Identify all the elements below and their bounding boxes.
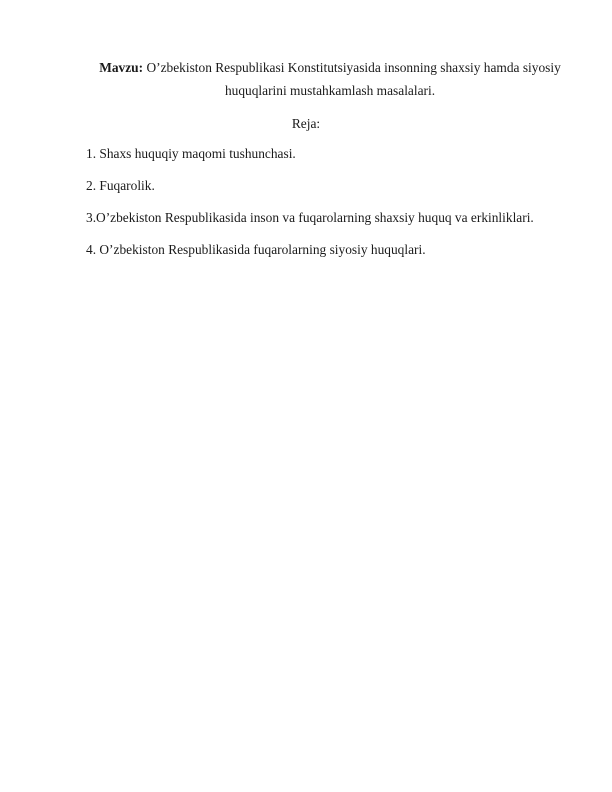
topic-title [84, 56, 576, 102]
topic-text: O’zbekiston Respublikasi Konstitutsiyasida insonning shaxsiy hamda siyosiy huquqlarini mustahkamlash masalalari. [143, 60, 561, 98]
plan-item-4: 4. O’zbekiston Respublikasida fuqarolarning siyosiy huquqlari. [86, 242, 426, 257]
plan-item-2: 2. Fuqarolik. [86, 178, 155, 193]
topic-label: Mavzu: [99, 60, 144, 75]
plan-item-3: 3.O’zbekiston Respublikasida inson va fuqarolarning shaxsiy huquq va erkinliklari. [86, 210, 534, 225]
plan-heading: Reja: [291, 116, 321, 131]
plan-item-1: 1. Shaxs huquqiy maqomi tushunchasi. [86, 146, 296, 161]
